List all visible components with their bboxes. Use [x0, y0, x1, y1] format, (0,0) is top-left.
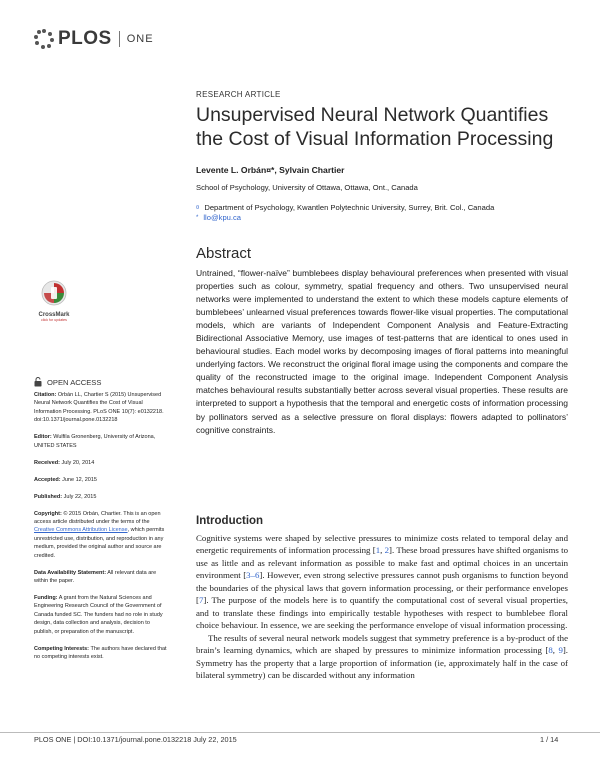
data-availability-text: All relevant data are within the paper.: [34, 569, 157, 585]
open-lock-icon: [34, 377, 42, 387]
email-link[interactable]: llo@kpu.ca: [203, 213, 242, 222]
intro-paragraph-1: [196, 532, 568, 632]
reference-link[interactable]: 2: [384, 545, 390, 556]
logo-separator: [119, 31, 120, 47]
current-address-text: Department of Psychology, Kwantlen Polytechnic University, Surrey, Brit. Col., Canada: [204, 203, 495, 212]
open-access-text: OPEN ACCESS: [47, 377, 102, 387]
received-label: Received:: [34, 459, 60, 466]
corresponding-email: [196, 213, 241, 222]
copyright-label: Copyright:: [34, 510, 62, 517]
plos-logo-icon: [34, 29, 54, 49]
competing-interests-text: The authors have declared that no competing interests exist.: [34, 645, 167, 661]
published-block: [34, 493, 170, 501]
footer-divider: [0, 732, 600, 733]
email-marker: *: [196, 215, 199, 221]
accepted-block: [34, 476, 170, 484]
funding-block: [34, 594, 170, 636]
article-type: RESEARCH ARTICLE: [196, 90, 281, 99]
accepted-date: June 12, 2015: [62, 476, 97, 483]
received-date: July 20, 2014: [61, 459, 95, 466]
funding-text: A grant from the Natural Sciences and Engineering Research Council of the Government of Canada funded SC. The funders had no role in study design, data collection and analysis, decision to publish, or preparation of the manuscript.: [34, 595, 163, 635]
copyright-text-end: , which permits unrestricted use, distribution, and reproduction in any medium, provided the original author and source are credited.: [34, 527, 165, 559]
accepted-label: Accepted:: [34, 476, 61, 483]
text-run: ]. These broad pressures have shifted organisms to use as little and as relevant information as possible to make fast and optimal choices in an uncertain environment [: [196, 545, 568, 581]
logo-sub-text: ONE: [126, 33, 154, 45]
citation-label: Citation:: [34, 392, 57, 398]
published-label: Published:: [34, 493, 63, 500]
data-availability-block: [34, 569, 170, 586]
intro-paragraph-2: [196, 632, 568, 682]
reference-link[interactable]: 9: [558, 645, 563, 656]
page-number: 1 / 14: [540, 735, 559, 744]
open-access-label: [34, 377, 101, 387]
text-run: ]. The purpose of the models here is to quantify the computational cost of several visual properties, and to translate these findings into empirically testable hypotheses with respect to bumblebee floral choice behaviour. In essence, we are seeking the performance envelope of visual information processing.: [196, 595, 568, 631]
reference-link[interactable]: 7: [198, 595, 204, 606]
plos-one-logo: [34, 28, 154, 50]
reference-link[interactable]: 1: [375, 545, 381, 556]
current-address: [196, 203, 494, 212]
abstract-text: Untrained, “flower-naïve” bumblebees display behavioural preferences when presented with visual properties such as colour, symmetry, spatial frequency and others. Two unsupervised neural networks were implemented to understand the extent to which these models capture elements of bumblebees’ unlearned visual preferences towards flower-like visual properties. The computational models, which are variants of Independent Component Analysis and Feature-Extracting Bidirectional Associative Memory, use images of test-patterns that are identical to ones used in behavioural studies. Each model works by decomposing images of floral patterns into meaningful underlying factors. We reconstruct the original floral image using the components and compare the quality of the reconstructed image to the original image. Independent Component Analysis matches behavioural results substantially better across several visual properties. These results are interpreted to support a hypothesis that the temporal and energetic costs of information processing by pollinators served as a selective pressure on floral displays: flowers adapted to pollinators’ cognitive constraints.: [196, 268, 568, 435]
authors: Levente L. Orbán¤*, Sylvain Chartier: [196, 165, 345, 175]
article-info-sidebar: [34, 391, 170, 670]
logo-main-text: PLOS: [58, 28, 112, 49]
competing-interests-block: [34, 645, 170, 662]
article-title: Unsupervised Neural Network Quantifies the Cost of Visual Information Processing: [196, 104, 554, 150]
current-address-marker: ¤: [196, 205, 200, 211]
crossmark-badge[interactable]: [32, 280, 76, 322]
crossmark-icon: [41, 280, 67, 306]
introduction-body: [196, 532, 568, 681]
data-availability-label: Data Availability Statement:: [34, 569, 107, 576]
text-run: The results of several neural network models suggest that symmetry preference is a by-product of the brain’s learning dynamics, which are shaped by pressures to minimize information processing [: [196, 632, 568, 656]
editor-text: Wulfila Gronenberg, University of Arizona, UNITED STATES: [34, 434, 156, 449]
citation-text: Orbán LL, Chartier S (2015) Unsupervised Neural Network Quantifies the Cost of Visual Information Processing. PLoS ONE 10(7): e0132218. doi:10.1371/journal.pone.0132218: [34, 392, 164, 424]
text-run: ]. However, even strong selective pressures cannot push organisms to function beyond the boundaries of the physical laws that govern information processing, or their performance envelopes [: [196, 570, 568, 606]
funding-label: Funding:: [34, 595, 58, 602]
citation-block: [34, 391, 170, 425]
license-link[interactable]: Creative Commons Attribution License: [34, 527, 128, 534]
introduction-heading: Introduction: [196, 515, 264, 527]
competing-interests-label: Competing Interests:: [34, 645, 90, 652]
copyright-text: © 2015 Orbán, Chartier. This is an open access article distributed under the terms of the: [34, 510, 161, 526]
copyright-block: [34, 510, 170, 560]
footer-journal-info: PLOS ONE | DOI:10.1371/journal.pone.0132218 July 22, 2015: [34, 735, 237, 744]
received-block: [34, 459, 170, 467]
text-run: ,: [380, 545, 385, 556]
reference-link[interactable]: 3–6: [246, 570, 260, 581]
text-run: Cognitive systems were shaped by selective pressures to minimize costs related to temporal delay and energetic requirements of information processing [: [196, 533, 568, 556]
editor-block: [34, 433, 170, 450]
text-run: ]. Symmetry has the property that a large proportion of information (ie, approximately half in the case of bilateral symmetry) can be discarded without any information: [196, 645, 569, 680]
published-date: July 22, 2015: [63, 493, 97, 500]
affiliation: School of Psychology, University of Ottawa, Ottawa, Ont., Canada: [196, 183, 418, 192]
editor-label: Editor:: [34, 434, 52, 441]
reference-link[interactable]: 8: [548, 645, 553, 656]
text-run: ,: [552, 645, 559, 656]
abstract-heading: Abstract: [196, 245, 252, 262]
crossmark-sub: click for updates: [41, 318, 67, 322]
crossmark-label: CrossMark: [38, 312, 70, 318]
